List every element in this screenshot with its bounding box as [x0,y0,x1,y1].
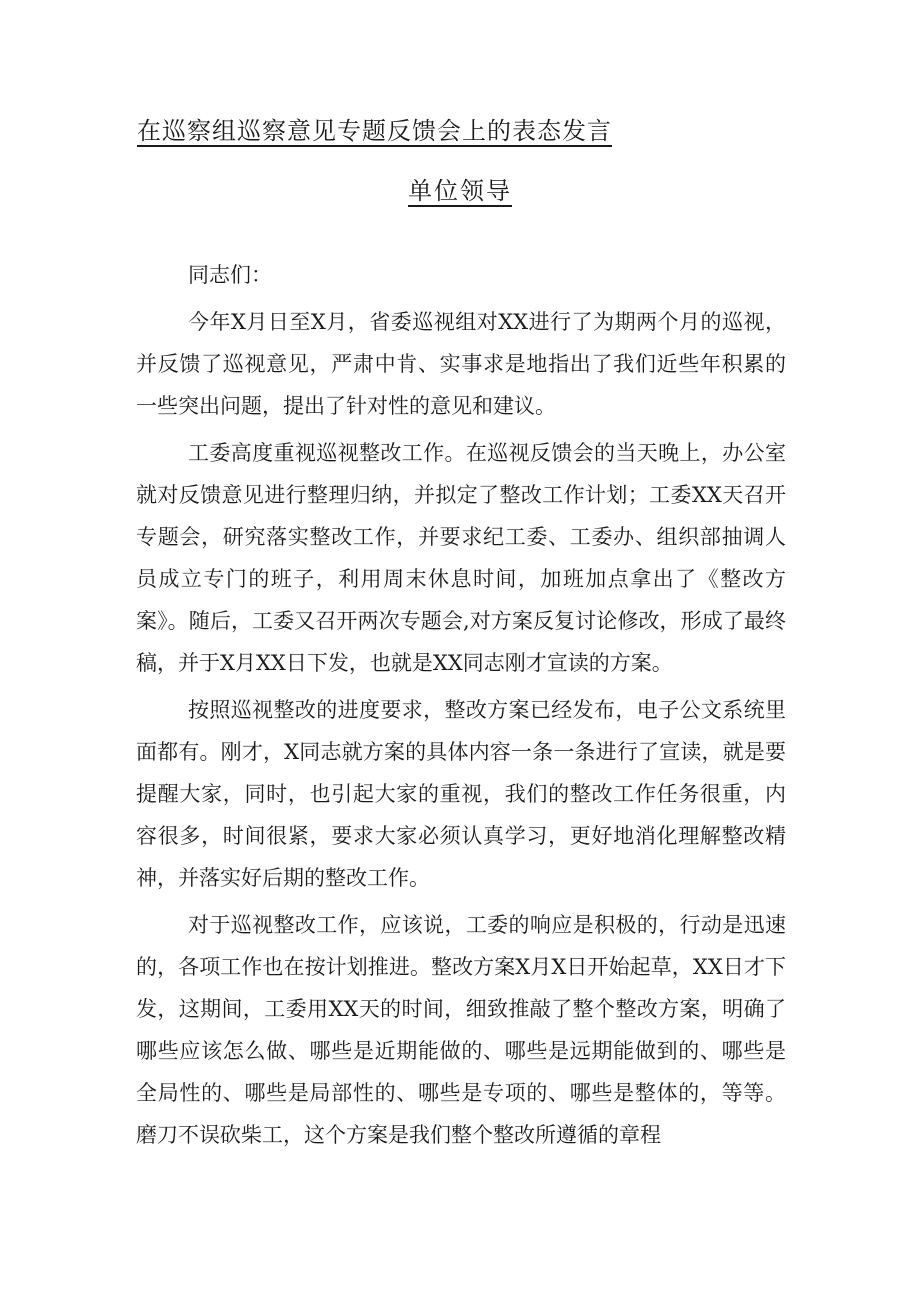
speaker-label: 单位领导 [408,177,512,205]
paragraph-2: 工委高度重视巡视整改工作。在巡视反馈会的当天晚上，办公室就对反馈意见进行整理归纳，并拟定了整改工作计划；工委XX天召开专题会，研究落实整改工作，并要求纪工委、工委办、组织部抽调人员成立专门的班子，利用周末休息时间，加班加点拿出了《整改方案》。随后，工委又召开两次专题会,对方案反复讨论修改，形成了最终稿，并于X月XX日下发，也就是XX同志刚才宣读的方案。 [136,441,786,675]
paragraph-4: 对于巡视整改工作，应该说，工委的响应是积极的，行动是迅速的，各项工作也在按计划推进。整改方案X月X日开始起草，XX日才下发，这期间，工委用XX天的时间，细致推敲了整个整改方案，明确了哪些应该怎么做、哪些是近期能做的、哪些是远期能做到的、哪些是全局性的、哪些是局部性的、哪些是专项的、哪些是整体的，等等。磨刀不误砍柴工，这个方案是我们整个整改所遵循的章程 [136,913,786,1147]
paragraph-3: 按照巡视整改的进度要求，整改方案已经发布，电子公文系统里面都有。刚才，X同志就方案的具体内容一条一条进行了宣读，就是要提醒大家，同时，也引起大家的重视，我们的整改工作任务很重，内容很多，时间很紧，要求大家必须认真学习，更好地消化理解整改精神，并落实好后期的整改工作。 [136,698,786,890]
document-body [136,254,786,1156]
salutation: 同志们： [188,263,272,287]
paragraph-1: 今年X月日至X月，省委巡视组对XX进行了为期两个月的巡视，并反馈了巡视意见，严肃中肯、实事求是地指出了我们近些年积累的一些突出问题，提出了针对性的意见和建议。 [136,310,786,418]
document-subtitle [0,173,920,209]
document-title: 在巡察组巡察意见专题反馈会上的表态发言 [137,117,612,145]
